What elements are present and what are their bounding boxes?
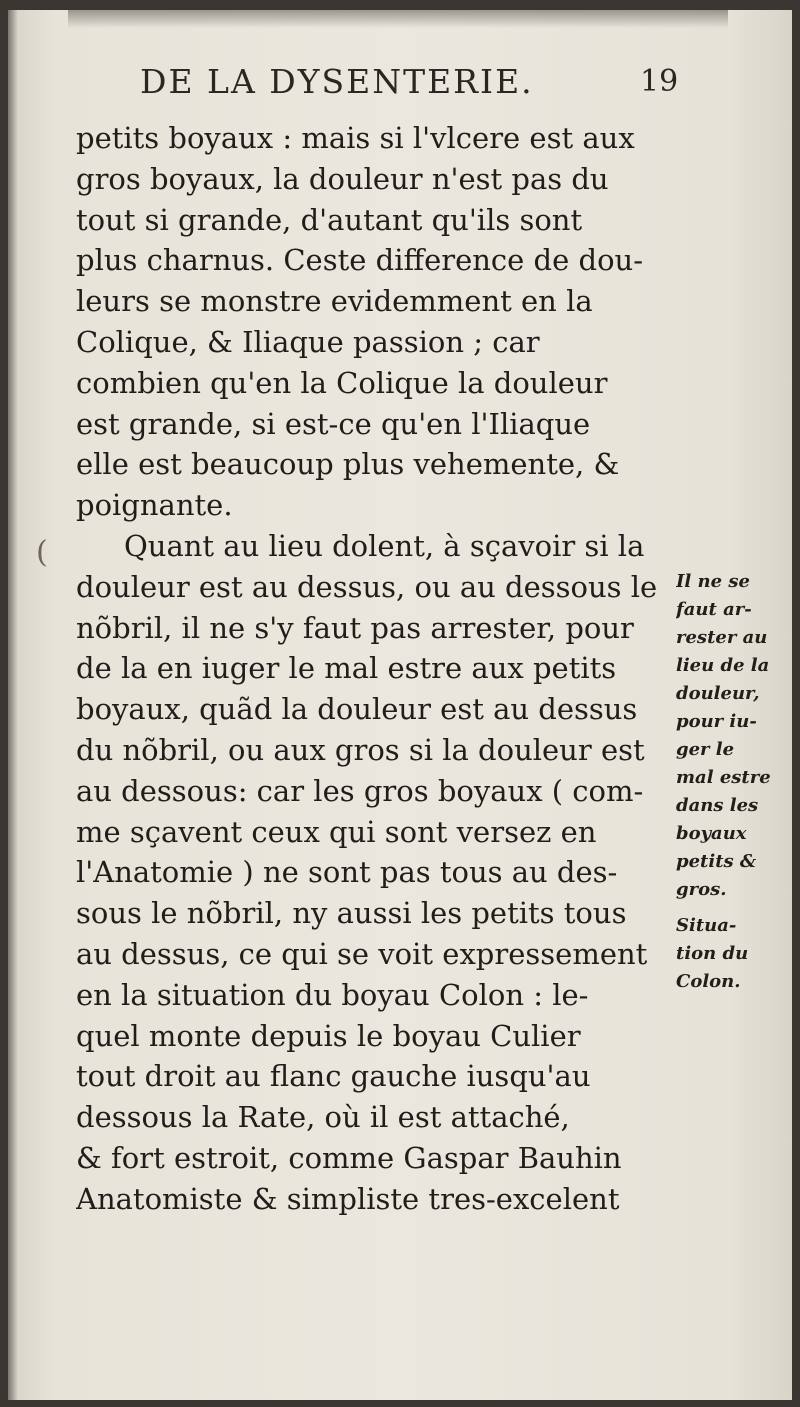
text-line: me sçavent ceux qui sont versez en [76,814,597,849]
margin-note-colon [676,912,788,996]
text-line: en la situation du boyau Colon : le- [76,977,589,1012]
text-line: est grande, si est-ce qu'en l'Iliaque [76,406,591,441]
text-line: tout si grande, d'autant qu'ils sont [76,202,583,237]
text-line: au dessus, ce qui se voit expressement [76,936,648,971]
text-line: poignante. [76,488,233,523]
text-line: tout droit au flanc gauche iusqu'au [76,1059,591,1094]
text-line: au dessous: car les gros boyaux ( com- [76,773,644,808]
text-line: petits boyaux : mais si l'vlcere est aux [76,121,635,155]
text-line: du nõbril, ou aux gros si la douleur est [76,732,645,767]
running-title: DE LA DYSENTERIE. [140,62,534,101]
note-gap [676,904,788,912]
text-line: boyaux, quãd la douleur est au dessus [76,692,638,727]
note-line: lieu de la [676,655,770,676]
note-line: petits & [676,851,757,872]
note-line: Colon. [676,971,741,992]
page-header [8,62,792,112]
note-line: pour iu- [676,711,757,732]
text-line: Anatomiste & simpliste tres-excelent [76,1181,620,1216]
note-line: gros. [676,879,727,900]
text-line: elle est beaucoup plus vehemente, & [76,447,620,482]
note-line: ger le [676,739,735,760]
text-line: combien qu'en la Colique la douleur [76,365,608,400]
page-gutter-shadow [8,10,18,1400]
body-text [76,118,686,1220]
text-line: plus charnus. Ceste difference de dou- [76,243,644,278]
note-line: dans les [676,795,759,816]
text-line: gros boyaux, la douleur n'est pas du [76,161,609,196]
paragraph-start-line: Quant au lieu dolent, à sçavoir si la [124,528,645,563]
margin-notes [676,568,788,996]
text-line: & fort estroit, comme Gaspar Bauhin [76,1140,622,1175]
stray-mark: ( [36,535,48,570]
text-line: douleur est au dessus, ou au dessous le [76,569,658,604]
note-line: rester au [676,627,768,648]
text-line: sous le nõbril, ny aussi les petits tous [76,896,627,931]
note-line: tion du [676,943,749,964]
note-line: Il ne se [676,571,750,592]
text-line: Colique, & Iliaque passion ; car [76,324,540,359]
note-line: mal estre [676,767,771,788]
text-line: dessous la Rate, où il est attaché, [76,1100,570,1135]
book-page [8,10,792,1400]
text-line: quel monte depuis le boyau Culier [76,1018,581,1053]
note-line: Situa- [676,915,737,936]
note-line: faut ar- [676,599,752,620]
page-stain [68,10,728,28]
text-line: l'Anatomie ) ne sont pas tous au des- [76,855,618,890]
text-line: de la en iuger le mal estre aux petits [76,651,617,686]
margin-note-douleur [676,568,788,904]
note-line: douleur, [676,683,760,704]
note-line: boyaux [676,823,747,844]
text-line: leurs se monstre evidemment en la [76,284,593,319]
text-line: nõbril, il ne s'y faut pas arrester, pour [76,610,634,645]
page-number: 19 [640,64,679,99]
